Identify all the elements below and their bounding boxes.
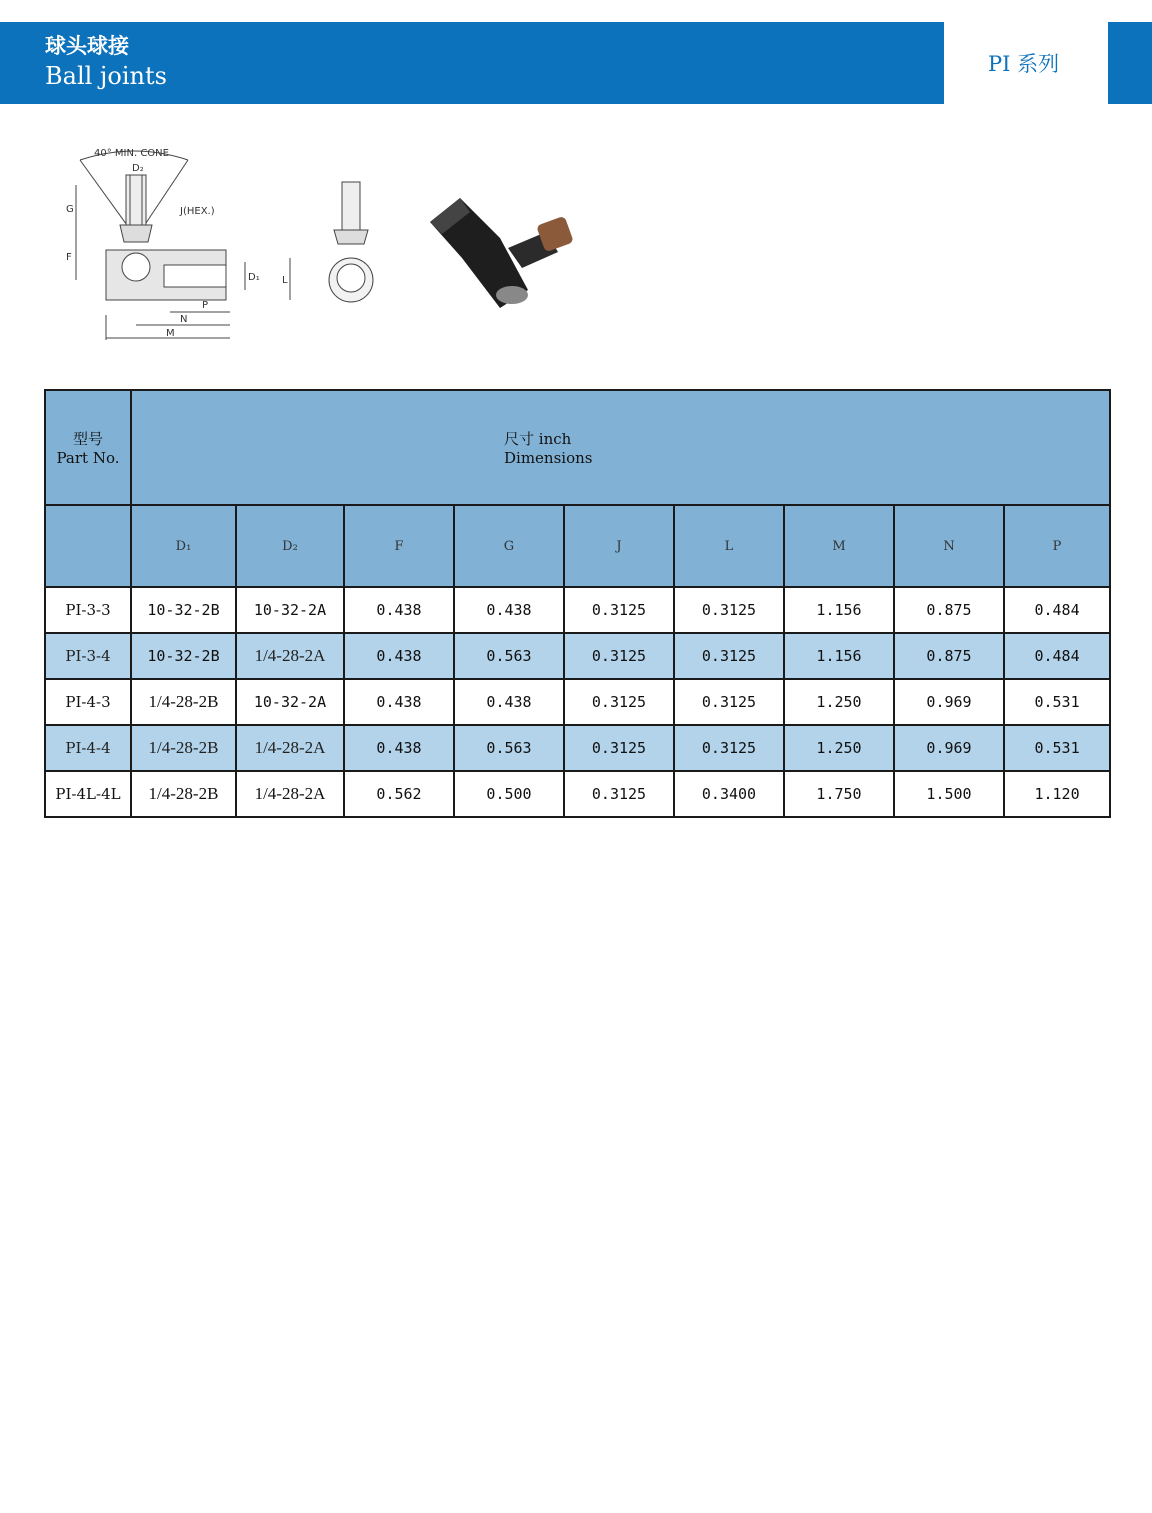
table-row — [45, 679, 1110, 725]
front-view-drawing — [329, 182, 373, 302]
d1-cell: 1/4-28-2B — [131, 679, 236, 725]
product-photo — [430, 198, 574, 308]
n-cell: 0.875 — [894, 587, 1004, 633]
n-label: N — [180, 314, 188, 325]
m-cell: 1.156 — [784, 633, 894, 679]
d2-label: D₂ — [132, 163, 144, 174]
d1-cell: 10-32-2B — [131, 633, 236, 679]
j-cell: 0.3125 — [564, 679, 674, 725]
cone-label: 40° MIN. CONE — [94, 148, 169, 159]
hex-label: J(HEX.) — [180, 206, 215, 217]
d2-cell: 10-32-2A — [236, 587, 344, 633]
g-cell: 0.438 — [454, 587, 564, 633]
dimensions-table — [44, 389, 1111, 818]
col-header-p: P — [1004, 505, 1110, 587]
m-cell: 1.750 — [784, 771, 894, 817]
d1-label: D₁ — [248, 272, 260, 283]
m-cell: 1.250 — [784, 679, 894, 725]
f-cell: 0.438 — [344, 725, 454, 771]
side-view-drawing — [76, 151, 290, 340]
l-cell: 0.3125 — [674, 679, 784, 725]
g-cell: 0.438 — [454, 679, 564, 725]
part-no-header — [45, 390, 131, 505]
l-cell: 0.3125 — [674, 725, 784, 771]
g-cell: 0.500 — [454, 771, 564, 817]
table-header-row — [45, 390, 1110, 505]
p-cell: 0.531 — [1004, 725, 1110, 771]
p-label: P — [202, 300, 209, 311]
m-cell: 1.250 — [784, 725, 894, 771]
series-label: PI 系列 — [988, 52, 1060, 76]
empty-header-cell — [45, 505, 131, 587]
l-label: L — [282, 275, 288, 286]
n-cell: 0.969 — [894, 725, 1004, 771]
j-cell: 0.3125 — [564, 771, 674, 817]
part-no-cell: PI-4L-4L — [45, 771, 131, 817]
part-header-zh: 型号 — [72, 430, 103, 448]
m-cell: 1.156 — [784, 587, 894, 633]
p-cell: 0.531 — [1004, 679, 1110, 725]
dim-header-en: Dimensions — [504, 449, 593, 467]
j-cell: 0.3125 — [564, 587, 674, 633]
table-row — [45, 771, 1110, 817]
col-header-m: M — [784, 505, 894, 587]
n-cell: 0.875 — [894, 633, 1004, 679]
g-cell: 0.563 — [454, 725, 564, 771]
col-header-g: G — [454, 505, 564, 587]
d2-cell: 1/4-28-2A — [236, 725, 344, 771]
l-cell: 0.3400 — [674, 771, 784, 817]
g-cell: 0.563 — [454, 633, 564, 679]
d1-cell: 10-32-2B — [131, 587, 236, 633]
part-no-cell: PI-4-3 — [45, 679, 131, 725]
part-no-cell: PI-3-4 — [45, 633, 131, 679]
d2-cell: 10-32-2A — [236, 679, 344, 725]
table-row — [45, 587, 1110, 633]
f-label: F — [66, 252, 72, 263]
n-cell: 0.969 — [894, 679, 1004, 725]
d2-cell: 1/4-28-2A — [236, 633, 344, 679]
d1-cell: 1/4-28-2B — [131, 725, 236, 771]
p-cell: 1.120 — [1004, 771, 1110, 817]
ball-joint-drawings — [60, 140, 600, 350]
part-no-cell: PI-4-4 — [45, 725, 131, 771]
j-cell: 0.3125 — [564, 633, 674, 679]
table-row — [45, 725, 1110, 771]
part-header-en: Part No. — [56, 449, 120, 467]
n-cell: 1.500 — [894, 771, 1004, 817]
column-header-row — [45, 505, 1110, 587]
title-zh: 球头球接 — [45, 33, 129, 58]
table-row — [45, 633, 1110, 679]
dim-header-zh: 尺寸 inch — [504, 430, 572, 448]
f-cell: 0.438 — [344, 587, 454, 633]
col-header-l: L — [674, 505, 784, 587]
j-cell: 0.3125 — [564, 725, 674, 771]
title-en: Ball joints — [45, 62, 167, 90]
col-header-n: N — [894, 505, 1004, 587]
g-label: G — [66, 204, 74, 215]
f-cell: 0.438 — [344, 679, 454, 725]
l-cell: 0.3125 — [674, 633, 784, 679]
part-no-cell: PI-3-3 — [45, 587, 131, 633]
d1-cell: 1/4-28-2B — [131, 771, 236, 817]
m-label: M — [166, 328, 175, 339]
dimensions-header — [131, 390, 1110, 505]
header-banner — [0, 22, 944, 104]
col-header-d1: D₁ — [131, 505, 236, 587]
f-cell: 0.438 — [344, 633, 454, 679]
l-cell: 0.3125 — [674, 587, 784, 633]
col-header-f: F — [344, 505, 454, 587]
f-cell: 0.562 — [344, 771, 454, 817]
d2-cell: 1/4-28-2A — [236, 771, 344, 817]
side-tab — [1108, 22, 1152, 104]
col-header-j: J — [564, 505, 674, 587]
p-cell: 0.484 — [1004, 587, 1110, 633]
p-cell: 0.484 — [1004, 633, 1110, 679]
col-header-d2: D₂ — [236, 505, 344, 587]
